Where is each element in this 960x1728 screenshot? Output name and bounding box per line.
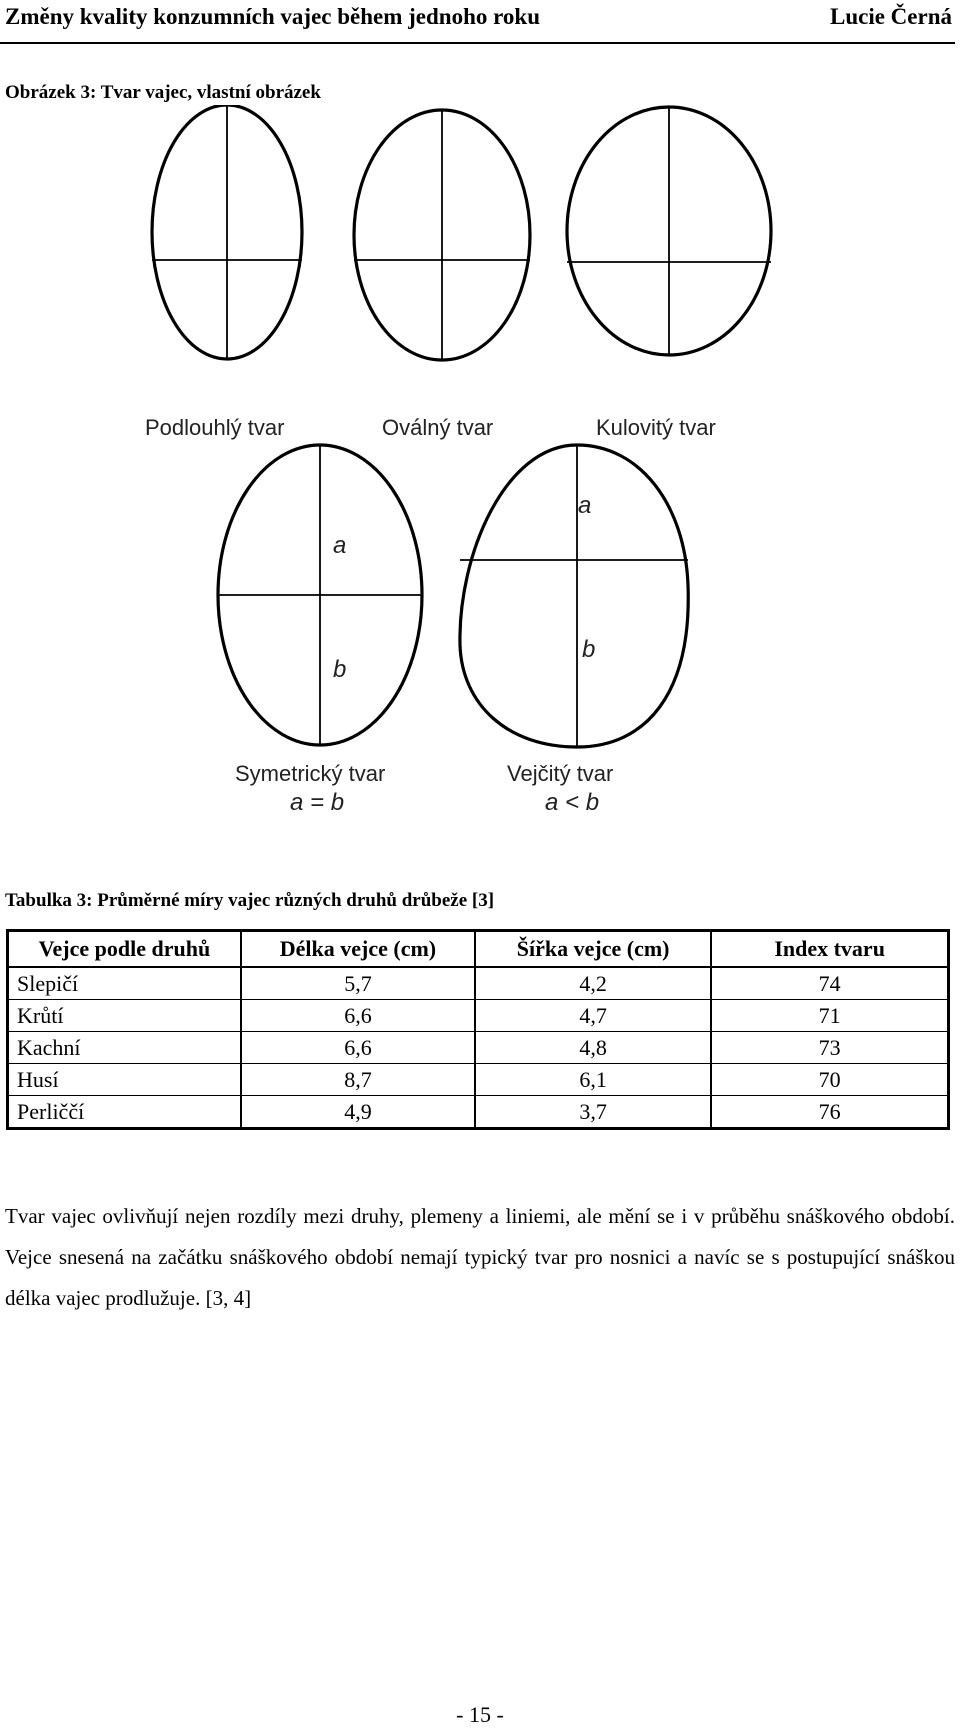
egg-ovalny — [354, 110, 530, 360]
column-header: Délka vejce (cm) — [241, 931, 475, 968]
page-header — [0, 0, 955, 44]
label-vejcity-equation: a < b — [545, 789, 600, 816]
table-cell: 71 — [711, 1000, 948, 1032]
table-cell: Krůtí — [8, 1000, 241, 1032]
table-header-row — [8, 931, 949, 968]
label-symetricky-equation: a = b — [290, 789, 345, 816]
table-caption: Tabulka 3: Průměrné míry vajec různých druhů drůbeže [3] — [5, 890, 495, 911]
table-cell: 4,2 — [475, 967, 711, 1000]
table-cell: 70 — [711, 1064, 948, 1096]
table-cell: 4,9 — [241, 1096, 475, 1129]
label-a-symetricky: a — [333, 532, 347, 559]
egg-vejcity — [460, 445, 688, 747]
table-row — [8, 1096, 949, 1129]
label-a-vejcity: a — [578, 492, 592, 519]
label-vejcity: Vejčitý tvar — [507, 761, 614, 786]
table-cell: 8,7 — [241, 1064, 475, 1096]
table-row — [8, 1064, 949, 1096]
table-cell: 73 — [711, 1032, 948, 1064]
label-b-vejcity: b — [582, 636, 596, 663]
table-cell: 6,1 — [475, 1064, 711, 1096]
column-header: Vejce podle druhů — [8, 931, 241, 968]
table-row — [8, 1032, 949, 1064]
table-cell: Kachní — [8, 1032, 241, 1064]
label-podlouhly: Podlouhlý tvar — [145, 415, 285, 440]
table-cell: 3,7 — [475, 1096, 711, 1129]
page-number: - 15 - — [456, 1702, 504, 1727]
figure-caption: Obrázek 3: Tvar vajec, vlastní obrázek — [5, 82, 321, 103]
table-cell: 4,8 — [475, 1032, 711, 1064]
egg-kulovity — [567, 107, 771, 355]
table-cell: 6,6 — [241, 1000, 475, 1032]
table-cell: 74 — [711, 967, 948, 1000]
table-row — [8, 1000, 949, 1032]
table-cell: 76 — [818, 1099, 841, 1124]
table-cell: 4,7 — [475, 1000, 711, 1032]
column-header: Index tvaru — [711, 931, 948, 968]
label-ovalny: Oválný tvar — [382, 415, 494, 440]
egg-dimensions-table — [6, 929, 950, 1130]
egg-symetricky — [218, 445, 422, 745]
label-symetricky: Symetrický tvar — [235, 761, 386, 786]
table-cell: Perliččí — [8, 1096, 241, 1129]
label-kulovity: Kulovitý tvar — [596, 415, 716, 440]
egg-podlouhly — [152, 105, 302, 359]
label-b-symetricky: b — [333, 656, 347, 683]
table-cell: 6,6 — [241, 1032, 475, 1064]
table-cell: Slepičí — [8, 967, 241, 1000]
document-title: Změny kvality konzumních vajec během jednoho roku — [5, 4, 541, 29]
table-cell: Husí — [8, 1064, 241, 1096]
author-name: Lucie Černá — [829, 4, 952, 29]
table-cell: 5,7 — [241, 967, 475, 1000]
column-header: Šířka vejce (cm) — [475, 931, 711, 968]
table-row — [8, 967, 949, 1000]
body-paragraph: Tvar vajec ovlivňují nejen rozdíly mezi druhy, plemeny a liniemi, ale mění se i v průběhu snáškového období. Vejce snesená na začátku snáškového období nemají typický tvar pro nosnici a navíc se s postupující snáškou délka vajec prodlužuje. [3, 4] — [5, 1204, 955, 1310]
egg-shapes-figure — [0, 105, 960, 825]
